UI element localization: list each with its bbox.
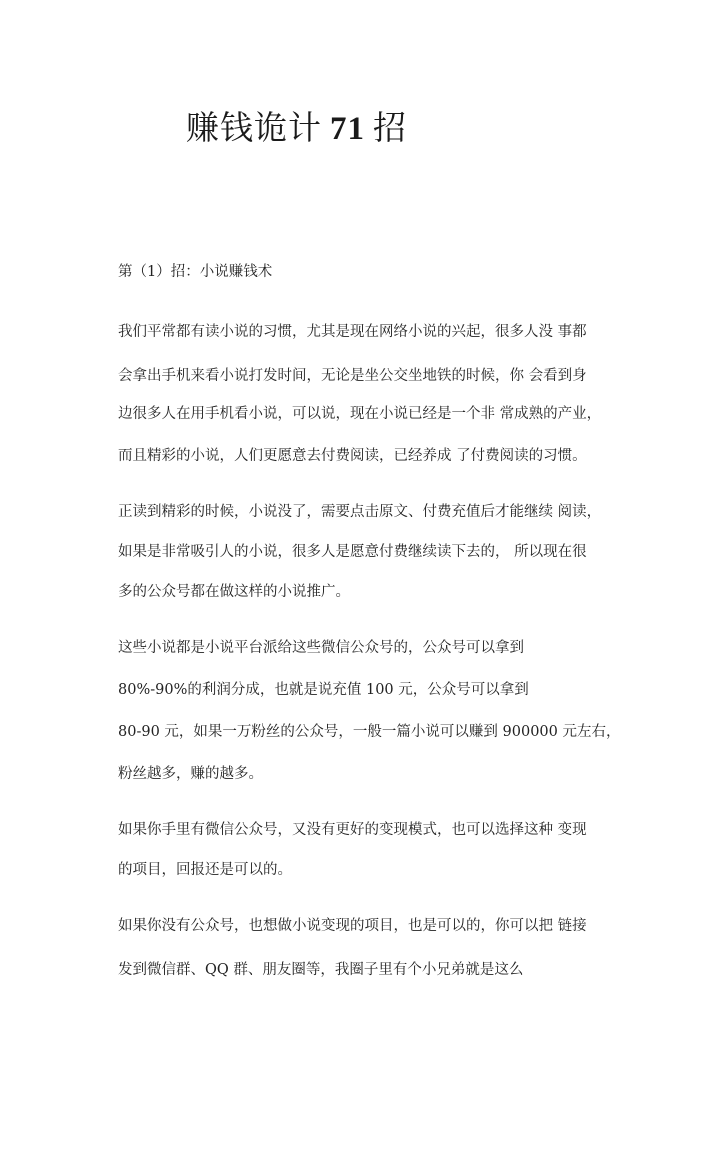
- paragraph-5-line-2: 发到微信群、QQ 群、朋友圈等，我圈子里有个小兄弟就是这么: [118, 962, 524, 978]
- paragraph-5-line-1: 如果你没有公众号，也想做小说变现的项目，也是可以的，你可以把 链接: [118, 918, 587, 934]
- paragraph-2-line-3: 多的公众号都在做这样的小说推广。: [118, 584, 350, 600]
- paragraph-3-line-1: 这些小说都是小说平台派给这些微信公众号的，公众号可以拿到: [118, 640, 524, 656]
- paragraph-1-line-2: 会拿出手机来看小说打发时间，无论是坐公交坐地铁的时候，你 会看到身: [118, 368, 587, 384]
- paragraph-1-line-4: 而且精彩的小说，人们更愿意去付费阅读，已经养成 了付费阅读的习惯。: [118, 448, 587, 464]
- title-text: 赚钱诡计: [186, 108, 322, 147]
- paragraph-1-line-3: 边很多人在用手机看小说，可以说，现在小说已经是一个非 常成熟的产业，: [118, 406, 602, 422]
- paragraph-3-line-2: 80%-90%的利润分成，也就是说充值 100 元，公众号可以拿到: [118, 682, 529, 698]
- title-suffix: 招: [373, 108, 407, 147]
- paragraph-3-line-3: 80-90 元，如果一万粉丝的公众号，一般一篇小说可以赚到 900000 元左右，: [118, 724, 621, 740]
- paragraph-1-line-1: 我们平常都有读小说的习惯，尤其是现在网络小说的兴起，很多人没 事都: [118, 324, 587, 340]
- document-title: [186, 104, 407, 153]
- paragraph-2-line-2: 如果是非常吸引人的小说，很多人是愿意付费继续读下去的， 所以现在很: [118, 544, 587, 560]
- paragraph-4-line-2: 的项目，回报还是可以的。: [118, 862, 292, 878]
- section-heading: 第（1）招：小说赚钱术: [118, 264, 273, 280]
- paragraph-3-line-4: 粉丝越多，赚的越多。: [118, 766, 263, 782]
- title-number: 71: [330, 111, 365, 147]
- paragraph-2-line-1: 正读到精彩的时候，小说没了，需要点击原文、付费充值后才能继续 阅读，: [118, 504, 602, 520]
- paragraph-4-line-1: 如果你手里有微信公众号，又没有更好的变现模式，也可以选择这种 变现: [118, 822, 587, 838]
